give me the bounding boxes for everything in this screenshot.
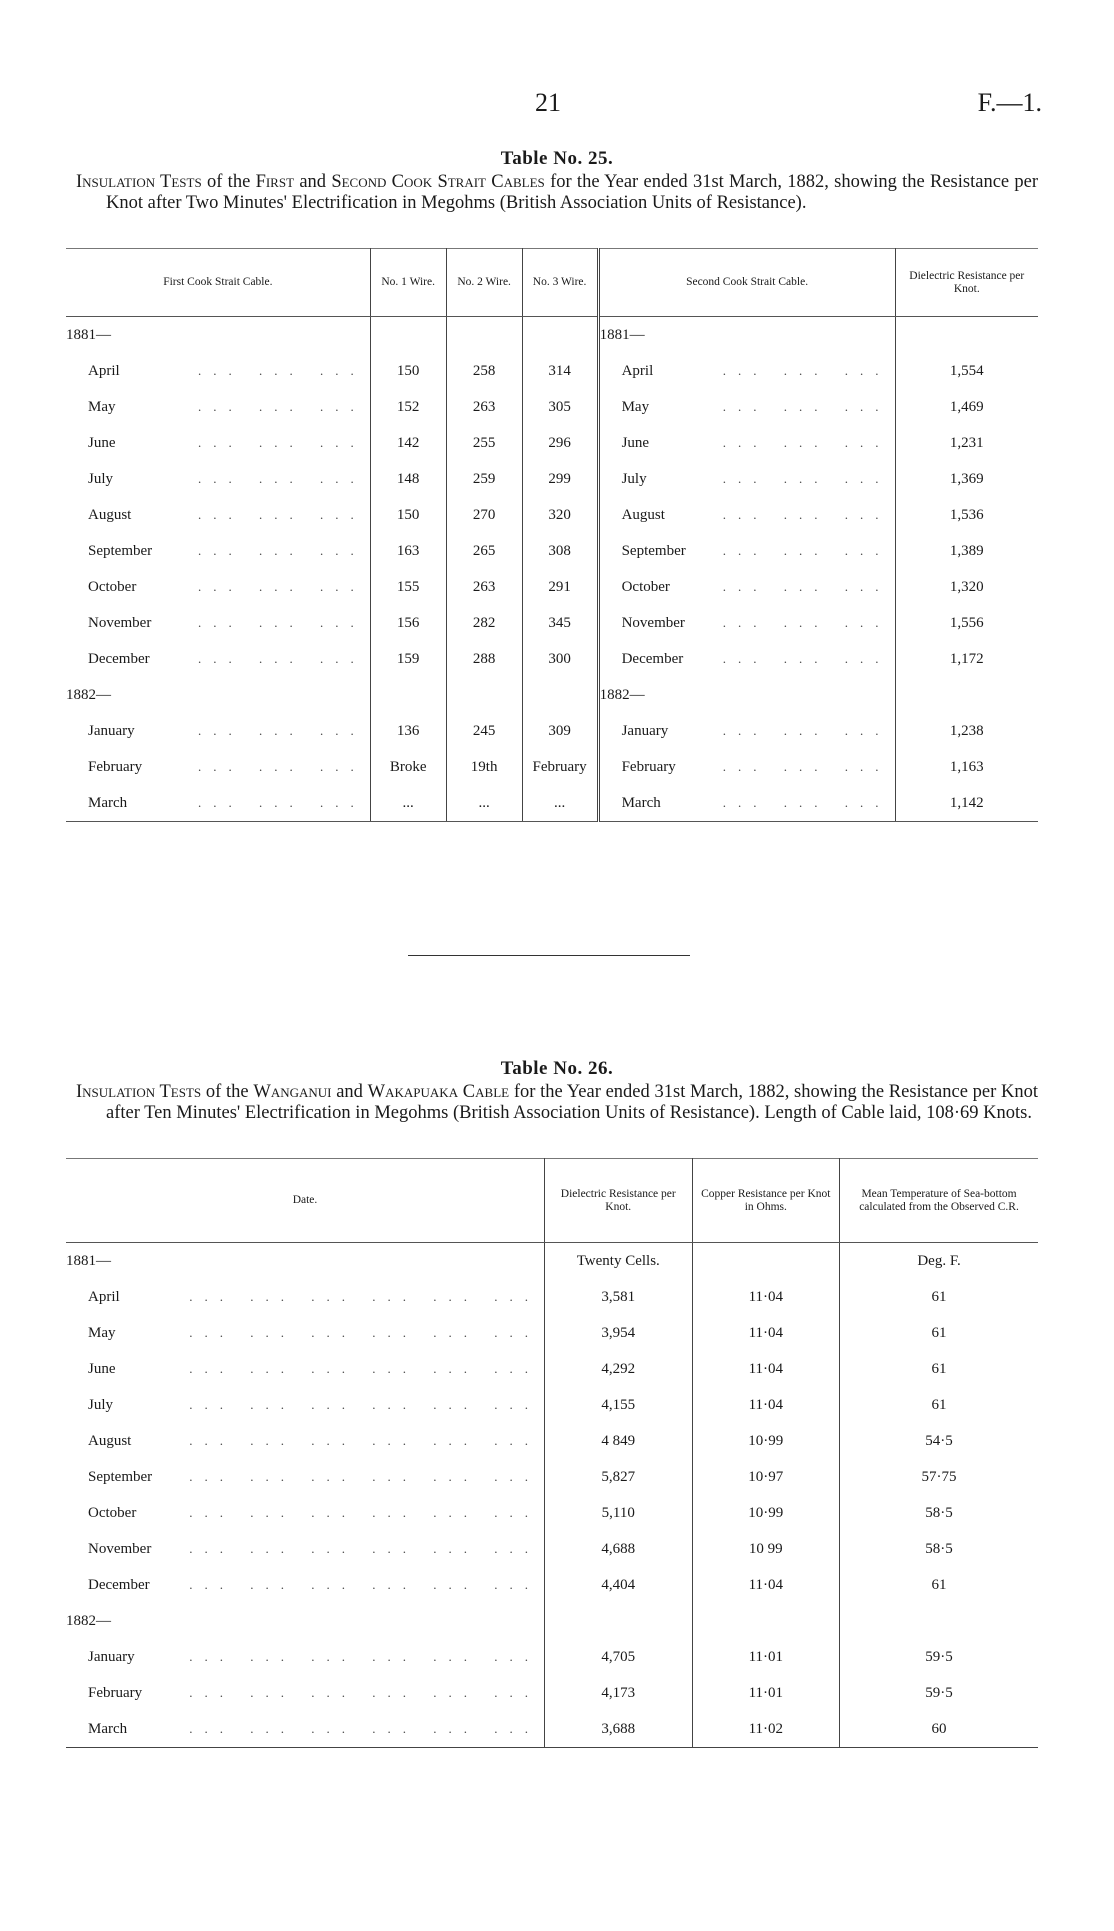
table-row bbox=[66, 785, 1038, 822]
table-row bbox=[66, 1351, 1038, 1387]
unit-label: Twenty Cells. bbox=[544, 1243, 692, 1280]
leader-dots: ... ... ... bbox=[194, 461, 370, 497]
copper-value: 11·04 bbox=[692, 1387, 840, 1423]
copper-value: 11·04 bbox=[692, 1315, 840, 1351]
empty-cell bbox=[446, 677, 522, 713]
month-cell: November bbox=[88, 1540, 152, 1557]
page-number: 21 bbox=[535, 88, 561, 117]
month-cell: March bbox=[66, 785, 194, 822]
copper-value: 11·01 bbox=[692, 1675, 840, 1711]
copper-value: 11·04 bbox=[692, 1567, 840, 1603]
month-cell: October bbox=[88, 578, 137, 595]
dielectric-value: 4 849 bbox=[544, 1423, 692, 1459]
leader-dots: ... ... ... bbox=[713, 785, 895, 822]
column-header-date: Date. bbox=[66, 1159, 544, 1243]
table-26-caption bbox=[76, 1082, 1038, 1124]
no2-wire-value: 265 bbox=[446, 533, 522, 569]
month-cell: April bbox=[88, 1288, 120, 1305]
leader-dots: ... ... ... bbox=[713, 713, 895, 749]
year-row bbox=[66, 1243, 1038, 1280]
month-cell: July bbox=[88, 470, 114, 487]
dielectric-value: 4,705 bbox=[544, 1639, 692, 1675]
table-row bbox=[66, 353, 1038, 389]
temperature-value: 61 bbox=[931, 1576, 947, 1593]
year-label: 1881— bbox=[66, 1243, 544, 1280]
caption-text: for the Year ended 31st March, 1882, showing the Resistance per Knot after Ten Minutes' Electrification in Megohms (British Association Units of Resistance). Length of Cable laid, 108·69 Knots. bbox=[106, 1082, 1038, 1123]
dielectric-value: 1,554 bbox=[949, 362, 984, 379]
dielectric-value: 1,556 bbox=[949, 614, 984, 631]
table-row bbox=[66, 1531, 1038, 1567]
leader-dots: ... ... ... ... ... ... bbox=[185, 1495, 544, 1531]
leader-dots: ... ... ... bbox=[194, 785, 370, 822]
temperature-value: 61 bbox=[931, 1396, 947, 1413]
leader-dots: ... ... ... ... ... ... bbox=[185, 1351, 544, 1387]
dielectric-value: 1,469 bbox=[949, 398, 984, 415]
dielectric-value: 4,688 bbox=[544, 1531, 692, 1567]
no2-wire-value: 255 bbox=[446, 425, 522, 461]
table-row bbox=[66, 497, 1038, 533]
no3-wire-value: 309 bbox=[522, 713, 598, 749]
column-header-no1-wire: No. 1 Wire. bbox=[370, 249, 446, 317]
leader-dots: ... ... ... ... ... ... bbox=[185, 1675, 544, 1711]
empty-cell bbox=[544, 1603, 692, 1639]
table-26 bbox=[66, 1158, 1038, 1748]
column-header-temperature: Mean Temperature of Sea-bottom calculated from the Observed C.R. bbox=[840, 1159, 1038, 1243]
empty-cell bbox=[895, 677, 1038, 713]
no3-wire-value: 299 bbox=[522, 461, 598, 497]
no1-wire-value: 148 bbox=[370, 461, 446, 497]
month-cell: January bbox=[621, 722, 669, 739]
temperature-value: 60 bbox=[840, 1711, 1038, 1748]
leader-dots: ... ... ... ... ... ... bbox=[185, 1459, 544, 1495]
year-label: 1882— bbox=[66, 1603, 544, 1639]
copper-value: 11·02 bbox=[692, 1711, 840, 1748]
caption-text: Wakapuaka Cable bbox=[367, 1082, 510, 1102]
temperature-value: 59·5 bbox=[925, 1648, 953, 1665]
year-label: 1881— bbox=[598, 317, 895, 354]
dielectric-value: 4,155 bbox=[544, 1387, 692, 1423]
year-label: 1881— bbox=[66, 317, 370, 354]
year-row bbox=[66, 317, 1038, 354]
temperature-value: 54·5 bbox=[925, 1432, 953, 1449]
dielectric-value: 5,827 bbox=[544, 1459, 692, 1495]
month-cell: December bbox=[88, 650, 150, 667]
no1-wire-value: 150 bbox=[370, 497, 446, 533]
table-row bbox=[66, 1495, 1038, 1531]
dielectric-value: 1,389 bbox=[949, 542, 984, 559]
table-25-title: Table No. 25. bbox=[500, 148, 614, 169]
no3-wire-value: 345 bbox=[522, 605, 598, 641]
month-cell: September bbox=[88, 1468, 153, 1485]
dielectric-value: 4,404 bbox=[544, 1567, 692, 1603]
leader-dots: ... ... ... bbox=[194, 641, 370, 677]
no2-wire-value: 245 bbox=[446, 713, 522, 749]
month-cell: November bbox=[88, 614, 152, 631]
no1-wire-value: 163 bbox=[370, 533, 446, 569]
month-cell: July bbox=[88, 1396, 114, 1413]
table-row bbox=[66, 605, 1038, 641]
year-label: 1882— bbox=[598, 677, 895, 713]
leader-dots: ... ... ... bbox=[194, 353, 370, 389]
month-cell: December bbox=[621, 650, 684, 667]
month-cell: January bbox=[88, 722, 135, 739]
leader-dots: ... ... ... bbox=[713, 641, 895, 677]
caption-text: for the Year ended 31st March, 1882, showing the Resistance per Knot after Two Minutes' Electrification in Megohms (British Association Units of Resistance). bbox=[106, 172, 1039, 213]
table-26-title: Table No. 26. bbox=[500, 1058, 614, 1079]
leader-dots: ... ... ... bbox=[713, 497, 895, 533]
month-cell: July bbox=[621, 470, 647, 487]
month-cell: August bbox=[88, 506, 132, 523]
no3-wire-value: 300 bbox=[522, 641, 598, 677]
no3-wire-value: 291 bbox=[522, 569, 598, 605]
month-cell: February bbox=[621, 758, 676, 775]
month-cell: August bbox=[88, 1432, 132, 1449]
temperature-value: 58·5 bbox=[925, 1540, 953, 1557]
copper-value: 10 99 bbox=[692, 1531, 840, 1567]
table-row bbox=[66, 1675, 1038, 1711]
table-row bbox=[66, 1711, 1038, 1748]
leader-dots: ... ... ... ... ... ... bbox=[185, 1567, 544, 1603]
leader-dots: ... ... ... bbox=[713, 389, 895, 425]
dielectric-value: 1,320 bbox=[949, 578, 984, 595]
no1-wire-value: 155 bbox=[370, 569, 446, 605]
leader-dots: ... ... ... bbox=[194, 569, 370, 605]
leader-dots: ... ... ... bbox=[194, 749, 370, 785]
empty-cell bbox=[522, 317, 598, 354]
empty-cell bbox=[692, 1243, 840, 1280]
unit-label: Deg. F. bbox=[917, 1252, 961, 1269]
temperature-value: 58·5 bbox=[925, 1504, 953, 1521]
table-row bbox=[66, 1279, 1038, 1315]
caption-text: and bbox=[299, 172, 327, 192]
month-cell: February bbox=[88, 758, 143, 775]
table-row bbox=[66, 569, 1038, 605]
dielectric-value: 1,142 bbox=[895, 785, 1038, 822]
no2-wire-value: 270 bbox=[446, 497, 522, 533]
leader-dots: ... ... ... ... ... ... bbox=[185, 1423, 544, 1459]
caption-text: of the bbox=[206, 172, 251, 192]
no2-wire-value: 263 bbox=[446, 569, 522, 605]
temperature-value: 61 bbox=[931, 1360, 947, 1377]
section-divider bbox=[408, 955, 690, 956]
no2-wire-value: 259 bbox=[446, 461, 522, 497]
month-cell: May bbox=[621, 398, 650, 415]
copper-value: 10·99 bbox=[692, 1495, 840, 1531]
month-cell: October bbox=[621, 578, 670, 595]
month-cell: March bbox=[66, 1711, 185, 1748]
leader-dots: ... ... ... bbox=[713, 353, 895, 389]
column-header-second-cable: Second Cook Strait Cable. bbox=[598, 249, 895, 317]
month-cell: May bbox=[88, 1324, 116, 1341]
leader-dots: ... ... ... ... ... ... bbox=[185, 1315, 544, 1351]
month-cell: May bbox=[88, 398, 116, 415]
leader-dots: ... ... ... bbox=[194, 425, 370, 461]
table-row bbox=[66, 1315, 1038, 1351]
table-row bbox=[66, 1387, 1038, 1423]
table-row bbox=[66, 533, 1038, 569]
month-cell: April bbox=[88, 362, 120, 379]
leader-dots: ... ... ... bbox=[713, 749, 895, 785]
year-row bbox=[66, 1603, 1038, 1639]
dielectric-value: 3,581 bbox=[544, 1279, 692, 1315]
month-cell: January bbox=[88, 1648, 135, 1665]
table-row bbox=[66, 461, 1038, 497]
temperature-value: 61 bbox=[931, 1288, 947, 1305]
copper-value: 11·04 bbox=[692, 1351, 840, 1387]
no2-wire-value: 258 bbox=[446, 353, 522, 389]
leader-dots: ... ... ... bbox=[713, 533, 895, 569]
caption-text: and bbox=[336, 1082, 363, 1102]
copper-value: 11·01 bbox=[692, 1639, 840, 1675]
month-cell: April bbox=[621, 362, 654, 379]
copper-value: 10·99 bbox=[692, 1423, 840, 1459]
page-header bbox=[0, 88, 1114, 128]
leader-dots: ... ... ... bbox=[713, 605, 895, 641]
caption-lead: Insulation Tests bbox=[76, 1082, 202, 1102]
dielectric-value: 3,954 bbox=[544, 1315, 692, 1351]
no2-wire-value: 19th bbox=[446, 749, 522, 785]
no2-wire-value: ... bbox=[446, 785, 522, 822]
caption-text: First bbox=[255, 172, 295, 192]
no3-wire-value: 314 bbox=[522, 353, 598, 389]
year-label: 1882— bbox=[66, 677, 370, 713]
month-cell: October bbox=[88, 1504, 137, 1521]
month-cell: December bbox=[88, 1576, 150, 1593]
empty-cell bbox=[370, 677, 446, 713]
column-header-copper: Copper Resistance per Knot in Ohms. bbox=[692, 1159, 840, 1243]
dielectric-value: 1,163 bbox=[949, 758, 984, 775]
no1-wire-value: Broke bbox=[370, 749, 446, 785]
no3-wire-value: 308 bbox=[522, 533, 598, 569]
no1-wire-value: 142 bbox=[370, 425, 446, 461]
empty-cell bbox=[895, 317, 1038, 354]
document-code: F.—1. bbox=[977, 88, 1042, 117]
month-cell: June bbox=[88, 1360, 116, 1377]
no1-wire-value: 152 bbox=[370, 389, 446, 425]
table-row bbox=[66, 641, 1038, 677]
month-cell: September bbox=[621, 542, 686, 559]
no3-wire-value: ... bbox=[522, 785, 598, 822]
no1-wire-value: 159 bbox=[370, 641, 446, 677]
caption-lead: Insulation Tests bbox=[76, 172, 202, 192]
table-25 bbox=[66, 248, 1038, 822]
table-25-body bbox=[66, 317, 1038, 822]
no2-wire-value: 282 bbox=[446, 605, 522, 641]
temperature-value: 57·75 bbox=[921, 1468, 957, 1485]
table-row bbox=[66, 389, 1038, 425]
dielectric-value: 5,110 bbox=[544, 1495, 692, 1531]
no3-wire-value: 305 bbox=[522, 389, 598, 425]
leader-dots: ... ... ... bbox=[194, 605, 370, 641]
dielectric-value: 4,292 bbox=[544, 1351, 692, 1387]
month-cell: November bbox=[621, 614, 685, 631]
leader-dots: ... ... ... bbox=[713, 461, 895, 497]
leader-dots: ... ... ... ... ... ... bbox=[185, 1531, 544, 1567]
year-row bbox=[66, 677, 1038, 713]
empty-cell bbox=[840, 1603, 1038, 1639]
table-row bbox=[66, 1639, 1038, 1675]
no2-wire-value: 288 bbox=[446, 641, 522, 677]
caption-text: of the bbox=[205, 1082, 249, 1102]
column-header-dielectric: Dielectric Resistance per Knot. bbox=[895, 249, 1038, 317]
column-header-first-cable: First Cook Strait Cable. bbox=[66, 249, 370, 317]
month-cell: March bbox=[598, 785, 713, 822]
no3-wire-value: 320 bbox=[522, 497, 598, 533]
dielectric-value: 1,238 bbox=[949, 722, 984, 739]
leader-dots: ... ... ... bbox=[194, 389, 370, 425]
column-header-no3-wire: No. 3 Wire. bbox=[522, 249, 598, 317]
leader-dots: ... ... ... bbox=[713, 569, 895, 605]
table-row bbox=[66, 425, 1038, 461]
month-cell: September bbox=[88, 542, 153, 559]
month-cell: February bbox=[88, 1684, 143, 1701]
month-cell: June bbox=[621, 434, 650, 451]
leader-dots: ... ... ... bbox=[194, 497, 370, 533]
leader-dots: ... ... ... ... ... ... bbox=[185, 1711, 544, 1748]
table-26-body bbox=[66, 1243, 1038, 1748]
no1-wire-value: 136 bbox=[370, 713, 446, 749]
dielectric-value: 1,369 bbox=[949, 470, 984, 487]
month-cell: August bbox=[621, 506, 665, 523]
leader-dots: ... ... ... ... ... ... bbox=[185, 1387, 544, 1423]
table-row bbox=[66, 1423, 1038, 1459]
caption-text: Second Cook Strait Cables bbox=[331, 172, 545, 192]
no1-wire-value: 156 bbox=[370, 605, 446, 641]
month-cell: June bbox=[88, 434, 116, 451]
leader-dots: ... ... ... bbox=[194, 713, 370, 749]
dielectric-value: 3,688 bbox=[544, 1711, 692, 1748]
temperature-value: 61 bbox=[931, 1324, 947, 1341]
table-row bbox=[66, 713, 1038, 749]
table-25-caption bbox=[76, 172, 1038, 214]
dielectric-value: 4,173 bbox=[544, 1675, 692, 1711]
no1-wire-value: 150 bbox=[370, 353, 446, 389]
dielectric-value: 1,172 bbox=[949, 650, 984, 667]
empty-cell bbox=[446, 317, 522, 354]
column-header-no2-wire: No. 2 Wire. bbox=[446, 249, 522, 317]
empty-cell bbox=[370, 317, 446, 354]
no1-wire-value: ... bbox=[370, 785, 446, 822]
caption-text: Wanganui bbox=[253, 1082, 332, 1102]
no3-wire-value: February bbox=[522, 749, 598, 785]
no2-wire-value: 263 bbox=[446, 389, 522, 425]
table-row bbox=[66, 1567, 1038, 1603]
dielectric-value: 1,231 bbox=[949, 434, 984, 451]
no3-wire-value: 296 bbox=[522, 425, 598, 461]
copper-value: 11·04 bbox=[692, 1279, 840, 1315]
empty-cell bbox=[692, 1603, 840, 1639]
copper-value: 10·97 bbox=[692, 1459, 840, 1495]
dielectric-value: 1,536 bbox=[949, 506, 984, 523]
temperature-value: 59·5 bbox=[925, 1684, 953, 1701]
leader-dots: ... ... ... bbox=[713, 425, 895, 461]
leader-dots: ... ... ... ... ... ... bbox=[185, 1639, 544, 1675]
table-row bbox=[66, 749, 1038, 785]
leader-dots: ... ... ... bbox=[194, 533, 370, 569]
empty-cell bbox=[522, 677, 598, 713]
column-header-dielectric: Dielectric Resistance per Knot. bbox=[544, 1159, 692, 1243]
leader-dots: ... ... ... ... ... ... bbox=[185, 1279, 544, 1315]
table-row bbox=[66, 1459, 1038, 1495]
